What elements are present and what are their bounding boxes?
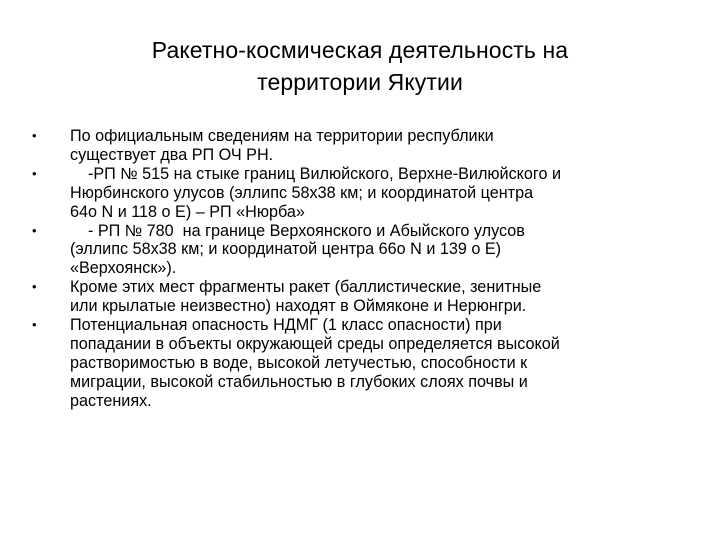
slide-title	[60, 34, 660, 98]
bullet-text-line: миграции, высокой стабильностью в глубоких слоях почвы и	[70, 372, 528, 391]
title-line-1: Ракетно-космическая деятельность на	[151, 37, 569, 63]
bullet-text-line: «Верхоянск»).	[70, 259, 177, 278]
bullet-text-line: -РП № 515 на стыке границ Вилюйского, Верхне-Вилюйского и	[70, 164, 562, 183]
bullet-text-line: - РП № 780 на границе Верхоянского и Абыйского улусов	[70, 221, 525, 240]
bullet-dot-icon: •	[32, 279, 37, 295]
bullet-text-line: существует два РП ОЧ РН.	[70, 145, 274, 164]
bullet-dot-icon: •	[32, 222, 37, 238]
bullet-text-line: растворимостью в воде, высокой летучестью, способности к	[70, 353, 528, 372]
bullet-text-line: Кроме этих мест фрагменты ракет (баллистические, зенитные	[70, 278, 542, 297]
bullet-item-3	[32, 222, 708, 279]
bullet-text-line: или крылатые неизвестно) находят в Оймяконе и Нерюнгри.	[70, 297, 527, 316]
bullet-text-line: Нюрбинского улусов (эллипс 58х38 км; и координатой центра	[70, 183, 534, 202]
bullet-text-line: попадании в объекты окружающей среды определяется высокой	[70, 334, 560, 353]
bullet-dot-icon: •	[32, 128, 37, 143]
bullet-text-line: растениях.	[70, 391, 152, 410]
bullet-text-line: По официальным сведениям на территории республики	[70, 127, 494, 145]
bullet-text-line: Потенциальная опасность НДМГ (1 класс опасности) при	[70, 316, 502, 335]
title-line-2: территории Якутии	[257, 69, 463, 95]
bullet-dot-icon: •	[32, 317, 37, 333]
bullet-list	[32, 127, 708, 411]
bullet-text-line: 64о N и 118 о Е) – РП «Нюрба»	[70, 202, 305, 221]
bullet-item-2	[32, 165, 708, 222]
bullet-item-4	[32, 278, 708, 316]
bullet-item-1	[32, 127, 708, 165]
bullet-item-5	[32, 316, 708, 411]
bullet-dot-icon: •	[32, 165, 37, 181]
bullet-text-line: (эллипс 58х38 км; и координатой центра 66о N и 139 о Е)	[70, 240, 502, 259]
